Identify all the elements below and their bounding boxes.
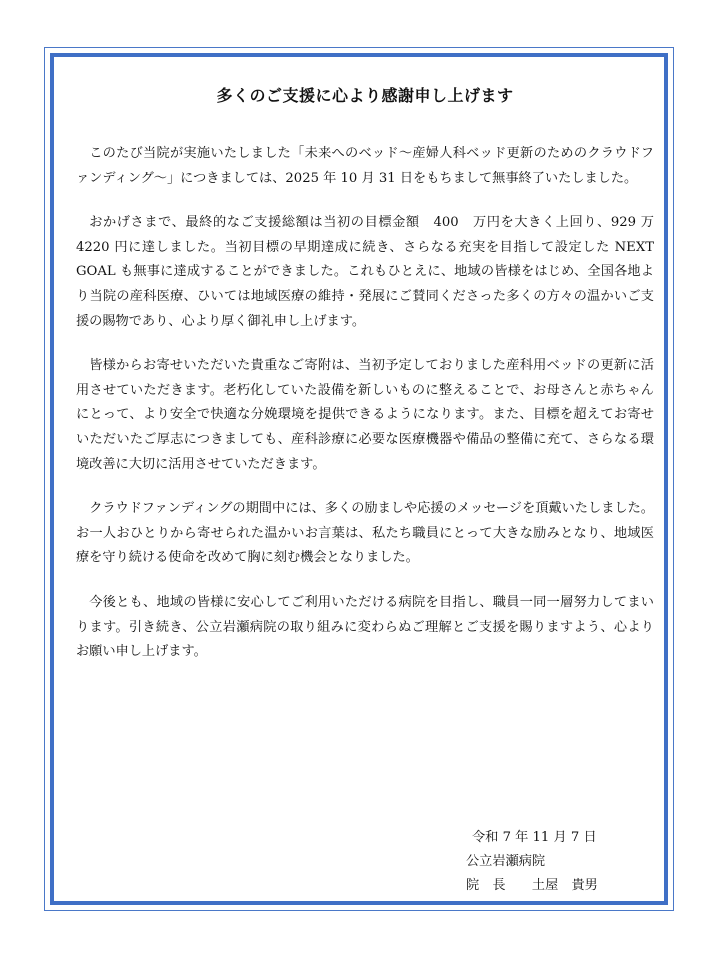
signature-block [466, 826, 624, 898]
paragraph-messages: クラウドファンディングの期間中には、多くの励ましや応援のメッセージを頂戴いたしました。お一人おひとりから寄せられた温かいお言葉は、私たち職員にとって大きな励みとなり、地域医療を守り続ける使命を改めて胸に刻む機会となりました。 [76, 501, 654, 566]
letter-body [76, 57, 668, 901]
signature-date: 令和 7 年 11 月 7 日 [472, 830, 597, 845]
paragraph-result: おかげさまで、最終的なご支援総額は当初の目標金額 400 万円を大きく上回り、929 万 4220 円に達しました。当初目標の早期達成に続き、さらなる充実を目指して設定した NEXT GOAL も無事に達成することができました。これもひとえに、地域の皆様をはじめ、全国各地より当院の産科医療、ひいては地域医療の維持・発展にご賛同くださった多くの方々の温かいご支援の賜物であり、心より厚く御礼申し上げます。 [76, 215, 668, 329]
paragraph-completion: このたび当院が実施いたしました「未来へのベッド～産婦人科ベッド更新のためのクラウドファンディング～」につきましては、2025 年 10 月 31 日をもちまして無事終了いたしました。 [76, 146, 654, 186]
letter-title: 多くのご支援に心より感謝申し上げます [216, 86, 514, 105]
inner-border [50, 53, 668, 905]
signature-hospital: 公立岩瀬病院 [466, 854, 546, 869]
outer-border [44, 47, 674, 911]
paragraph-closing: 今後とも、地域の皆様に安心してご利用いただける病院を目指し、職員一同一層努力してまいります。引き続き、公立岩瀬病院の取り組みに変わらぬご理解とご支援を賜りますよう、心よりお願い申し上げます。 [76, 594, 654, 660]
paragraph-usage: 皆様からお寄せいただいた貴重なご寄附は、当初予定しておりました産科用ベッドの更新に活用させていただきます。老朽化していた設備を新しいものに整えることで、お母さんと赤ちゃんにとって、より安全で快適な分娩環境を提供できるようになります。また、目標を超えてお寄せいただいたご厚志につきましても、産科診療に必要な医療機器や備品の整備に充て、さらなる環境改善に大切に活用させていただきます。 [76, 358, 654, 472]
signature-director: 院 長 土屋 貴男 [466, 878, 598, 893]
